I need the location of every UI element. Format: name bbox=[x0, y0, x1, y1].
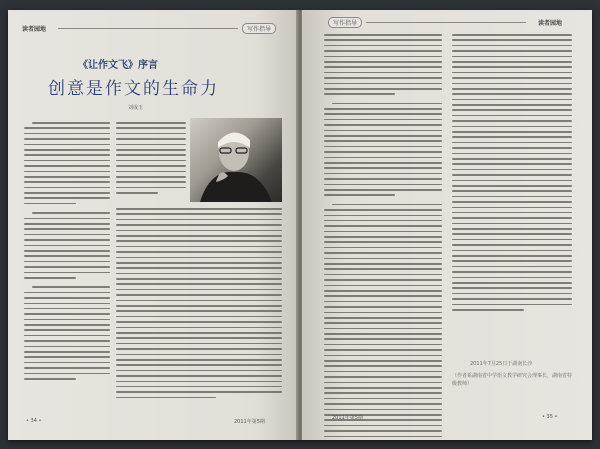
left-header-column: 写作指导 bbox=[242, 23, 276, 34]
left-journal: 2011年第5期 bbox=[234, 419, 265, 425]
signature-date: 2011年7月25日于湖南长沙 bbox=[470, 361, 533, 367]
right-header-column: 写作指导 bbox=[328, 17, 362, 28]
left-folio: • 34 • bbox=[26, 418, 42, 424]
right-column-2 bbox=[452, 34, 572, 314]
right-page bbox=[302, 10, 592, 440]
right-header-rule bbox=[366, 22, 526, 23]
right-journal: 2011年第5期 bbox=[332, 415, 363, 421]
article-title: 《让作文飞》序言 bbox=[78, 60, 158, 71]
left-column-2-top bbox=[116, 122, 186, 197]
author-footnote: （作者系湖南省中学语文教学研究会理事长，湖南省特级教师） bbox=[452, 373, 573, 387]
right-folio: • 35 • bbox=[542, 414, 558, 420]
left-header-rule bbox=[58, 28, 238, 29]
right-column-1 bbox=[324, 34, 442, 440]
left-page bbox=[8, 10, 298, 440]
article-subtitle: 创意是作文的生命力 bbox=[48, 79, 219, 99]
magazine-spread bbox=[8, 10, 592, 440]
right-header-logo: 读者园地 bbox=[538, 20, 563, 27]
left-column-2-bottom bbox=[116, 208, 282, 402]
left-header-logo: 读者园地 bbox=[22, 26, 47, 33]
left-column-1 bbox=[24, 122, 110, 383]
author-photo bbox=[190, 118, 282, 202]
portrait-image bbox=[190, 118, 282, 202]
byline: 刘成玉 bbox=[128, 105, 144, 111]
